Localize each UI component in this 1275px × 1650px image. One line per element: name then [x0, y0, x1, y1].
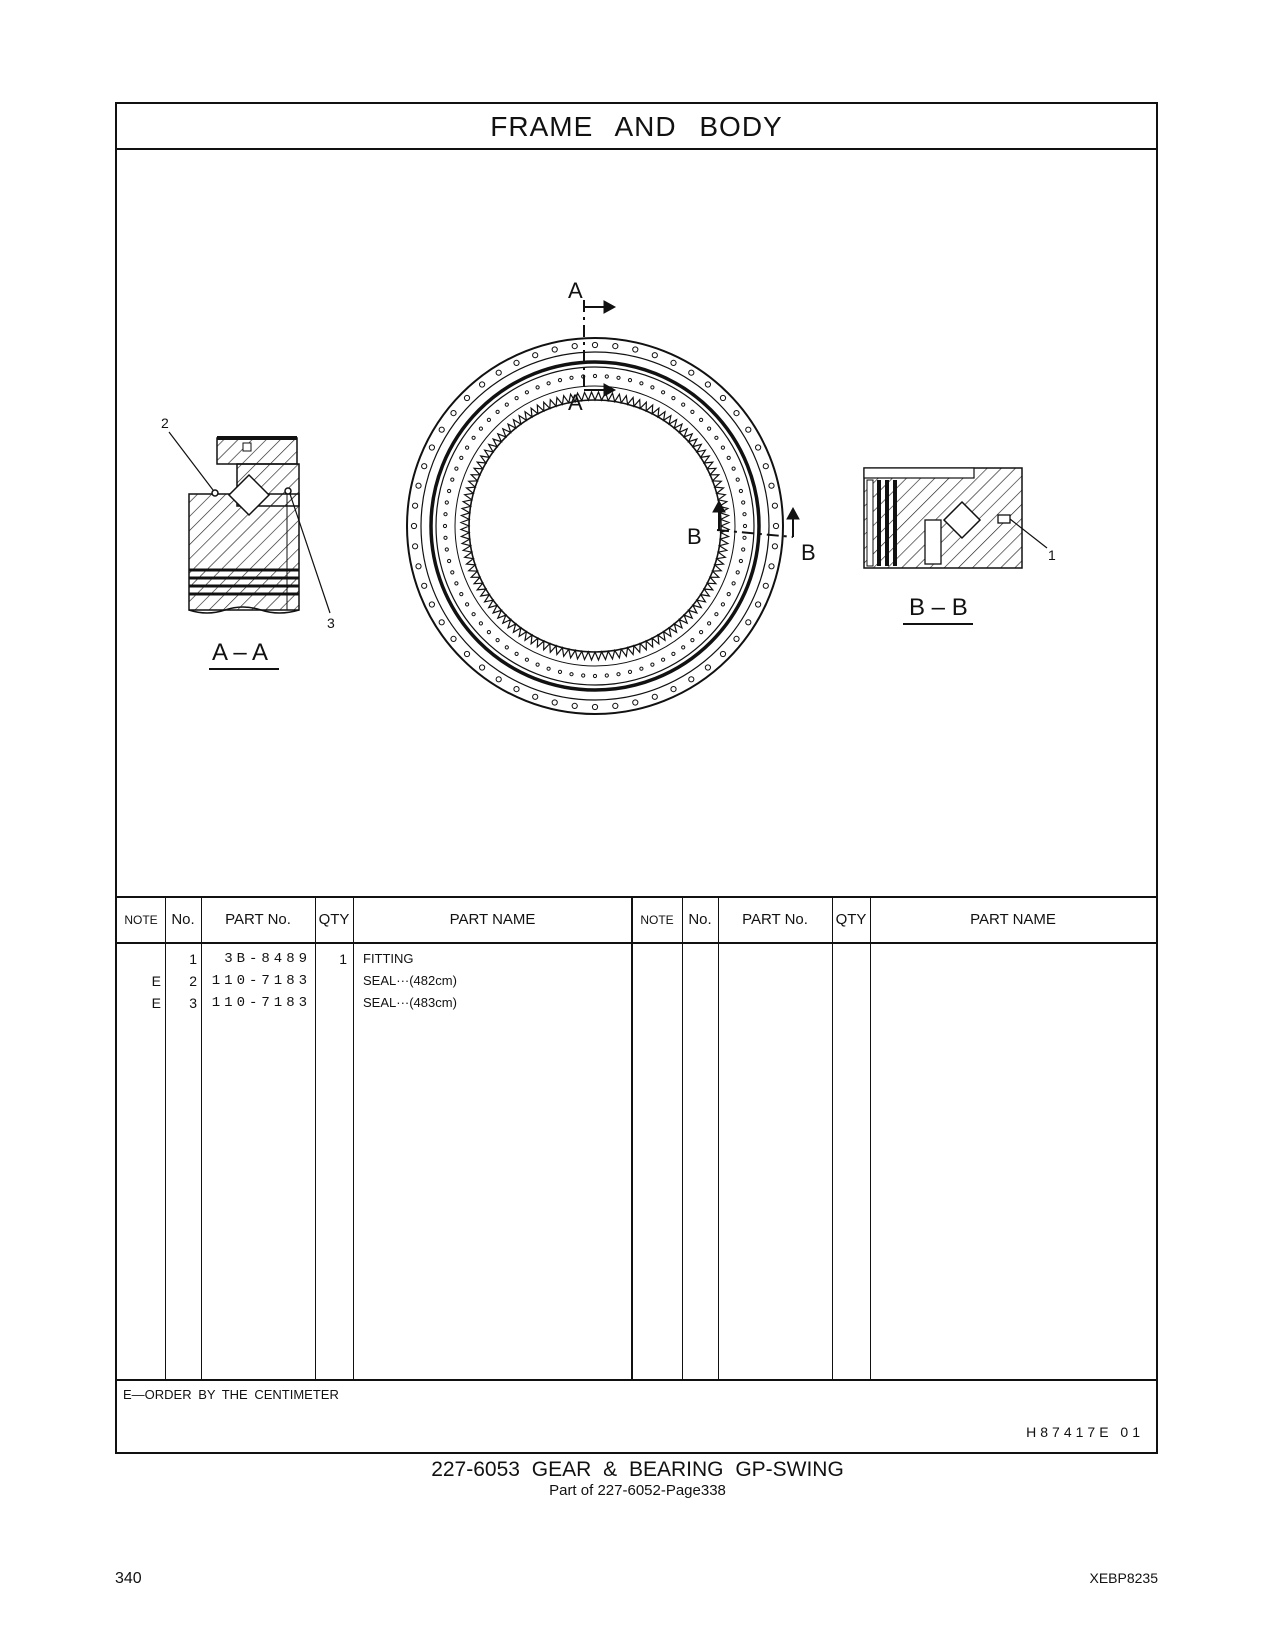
bolt-hole	[480, 382, 485, 387]
bolt-hole	[448, 489, 451, 492]
bolt-hole	[514, 360, 519, 365]
bolt-hole	[705, 382, 710, 387]
bolt-hole	[572, 703, 577, 708]
bolt-hole	[444, 536, 447, 539]
header-partno-right: PART No.	[742, 911, 808, 928]
section-view-aa	[161, 415, 335, 669]
bolt-hole	[487, 418, 490, 421]
bolt-hole	[536, 386, 539, 389]
cut-label-a-bottom: A	[568, 390, 583, 415]
page-number: 340	[115, 1570, 142, 1587]
bolt-hole	[734, 636, 739, 641]
bolt-hole	[422, 583, 427, 588]
bolt-hole	[705, 665, 710, 670]
bolt-hole	[570, 673, 573, 676]
bolt-hole	[662, 391, 665, 394]
bolt-hole	[552, 347, 557, 352]
section-bb-label: B – B	[909, 594, 968, 621]
bolt-hole	[691, 639, 694, 642]
row-1-part-no: 3B-8489	[224, 951, 311, 967]
bolt-hole	[672, 397, 675, 400]
bolt-hole	[746, 427, 751, 432]
bolt-hole	[558, 670, 561, 673]
header-partno-left: PART No.	[225, 911, 291, 928]
row-2-part-no: 110-7183	[211, 973, 311, 989]
bolt-hole	[464, 651, 469, 656]
bolt-hole	[633, 347, 638, 352]
bolt-hole	[593, 374, 596, 377]
bolt-hole	[617, 673, 620, 676]
footnote-text: E—ORDER BY THE CENTIMETER	[123, 1387, 339, 1402]
bolt-hole	[413, 544, 418, 549]
bolt-hole	[472, 613, 475, 616]
bolt-hole	[572, 344, 577, 349]
bolt-hole	[743, 536, 746, 539]
header-partname-right: PART NAME	[970, 911, 1056, 928]
bolt-hole	[514, 687, 519, 692]
parts-page-frame	[115, 102, 1158, 1454]
bolt-hole	[479, 622, 482, 625]
bolt-hole	[445, 548, 448, 551]
bolt-hole	[605, 375, 608, 378]
bolt-hole	[547, 382, 550, 385]
bolt-hole	[445, 501, 448, 504]
section-aa-label: A – A	[212, 639, 269, 666]
bolt-hole	[715, 436, 718, 439]
bolt-hole	[651, 386, 654, 389]
bolt-hole	[439, 427, 444, 432]
header-qty-left: QTY	[318, 911, 350, 928]
bolt-hole	[413, 503, 418, 508]
section-cut-a	[568, 278, 615, 415]
header-partname-left: PART NAME	[449, 911, 536, 928]
bolt-hole	[570, 376, 573, 379]
column-divider	[682, 898, 683, 1379]
bolt-hole	[772, 544, 777, 549]
bolt-hole	[466, 603, 469, 606]
header-note-left: NOTE	[124, 913, 158, 927]
bolt-hole	[727, 456, 730, 459]
bolt-hole	[480, 665, 485, 670]
page-title: FRAME AND BODY	[117, 104, 1156, 150]
row-2-qty	[315, 970, 347, 992]
callout-1: 1	[1048, 547, 1056, 563]
bolt-hole	[533, 694, 538, 699]
column-divider	[870, 898, 871, 1379]
row-3-note: E	[151, 995, 161, 1011]
bolt-hole	[472, 436, 475, 439]
bolt-hole	[448, 559, 451, 562]
gear-bearing-illustration	[117, 150, 1156, 896]
header-no-left: No.	[171, 911, 195, 928]
callout-2: 2	[161, 415, 169, 431]
bolt-hole	[515, 397, 518, 400]
bolt-hole	[533, 353, 538, 358]
column-divider-center	[631, 898, 633, 1379]
bolt-hole	[715, 613, 718, 616]
bolt-hole	[429, 445, 434, 450]
bolt-hole	[689, 677, 694, 682]
bolt-hole	[464, 395, 469, 400]
row-3-part-no: 110-7183	[211, 995, 311, 1011]
row-1-note	[117, 948, 161, 970]
bolt-hole	[652, 353, 657, 358]
bolt-hole	[720, 651, 725, 656]
bolt-hole	[772, 503, 777, 508]
bolt-hole	[708, 622, 711, 625]
bolt-hole	[756, 445, 761, 450]
bolt-hole	[429, 602, 434, 607]
bolt-hole	[743, 524, 746, 527]
bolt-hole	[496, 677, 501, 682]
parts-list-table	[117, 896, 1156, 1379]
row-3-qty	[315, 992, 347, 1014]
bolt-hole	[496, 370, 501, 375]
bolt-hole	[460, 593, 463, 596]
bolt-hole	[734, 411, 739, 416]
bolt-hole	[691, 410, 694, 413]
bolt-hole	[479, 427, 482, 430]
bolt-hole	[439, 620, 444, 625]
bolt-hole	[763, 464, 768, 469]
bolt-hole	[525, 658, 528, 661]
bolt-hole	[411, 523, 416, 528]
bolt-hole	[672, 652, 675, 655]
bolt-hole	[640, 382, 643, 385]
bolt-hole	[727, 593, 730, 596]
bolt-hole	[742, 501, 745, 504]
row-2-note: E	[151, 973, 161, 989]
bolt-hole	[582, 674, 585, 677]
bolt-hole	[742, 548, 745, 551]
bolt-hole	[732, 467, 735, 470]
bolt-hole	[613, 703, 618, 708]
row-3-no: 3	[189, 995, 197, 1011]
bolt-hole	[558, 379, 561, 382]
bolt-hole	[443, 524, 446, 527]
group-subcaption: Part of 227-6052-Page338	[549, 1482, 726, 1499]
bolt-hole	[682, 646, 685, 649]
row-1-qty: 1	[339, 951, 347, 967]
group-caption: 227-6053 GEAR & BEARING GP-SWING	[431, 1458, 844, 1481]
bolt-hole	[682, 403, 685, 406]
bolt-hole	[416, 483, 421, 488]
header-qty-right: QTY	[835, 911, 867, 928]
bolt-hole	[628, 379, 631, 382]
bolt-hole	[592, 704, 597, 709]
bolt-hole	[536, 663, 539, 666]
bolt-hole	[444, 513, 447, 516]
bolt-hole	[671, 687, 676, 692]
bolt-hole	[743, 513, 746, 516]
row-2-part-name: SEAL···(482cm)	[363, 973, 457, 988]
bolt-hole	[416, 564, 421, 569]
column-divider	[718, 898, 719, 1379]
bolt-hole	[451, 478, 454, 481]
illustration-reference: H87417E 01	[1026, 1424, 1144, 1440]
bolt-hole	[552, 700, 557, 705]
bolt-hole	[739, 489, 742, 492]
bolt-hole	[613, 344, 618, 349]
bolt-hole	[605, 674, 608, 677]
bolt-hole	[736, 478, 739, 481]
bolt-hole	[700, 418, 703, 421]
row-1-part-name: FITTING	[363, 951, 414, 966]
cut-label-b-left: B	[687, 524, 702, 549]
bolt-hole	[763, 583, 768, 588]
cut-label-b-right: B	[801, 540, 816, 565]
bolt-hole	[451, 411, 456, 416]
bolt-hole	[505, 646, 508, 649]
bolt-hole	[466, 446, 469, 449]
bolt-hole	[662, 658, 665, 661]
bolt-hole	[617, 376, 620, 379]
bolt-hole	[720, 395, 725, 400]
row-2-no: 2	[189, 973, 197, 989]
bolt-hole	[652, 694, 657, 699]
bolt-hole	[460, 456, 463, 459]
exploded-view-drawing	[117, 150, 1156, 896]
section-view-bb	[864, 468, 1056, 624]
bolt-hole	[640, 667, 643, 670]
bolt-hole	[505, 403, 508, 406]
bolt-hole	[496, 410, 499, 413]
bolt-hole	[496, 639, 499, 642]
header-divider	[117, 942, 1156, 944]
bolt-hole	[515, 652, 518, 655]
swing-bearing-ring	[407, 338, 783, 714]
bolt-hole	[746, 620, 751, 625]
header-note-right: NOTE	[640, 913, 674, 927]
bolt-hole	[721, 446, 724, 449]
bolt-hole	[487, 631, 490, 634]
column-divider	[353, 898, 354, 1379]
row-3-part-name: SEAL···(483cm)	[363, 995, 457, 1010]
bolt-hole	[455, 467, 458, 470]
header-no-right: No.	[688, 911, 712, 928]
bolt-hole	[736, 571, 739, 574]
bolt-hole	[651, 663, 654, 666]
bolt-hole	[455, 582, 458, 585]
bolt-hole	[593, 674, 596, 677]
bolt-hole	[451, 571, 454, 574]
bolt-hole	[732, 582, 735, 585]
bolt-hole	[671, 360, 676, 365]
bolt-hole	[547, 667, 550, 670]
document-code: XEBP8235	[1089, 1570, 1158, 1586]
bolt-hole	[451, 636, 456, 641]
callout-3: 3	[327, 615, 335, 631]
bolt-hole	[721, 603, 724, 606]
bolt-hole	[769, 483, 774, 488]
column-divider	[832, 898, 833, 1379]
bolt-hole	[422, 464, 427, 469]
bolt-hole	[769, 564, 774, 569]
bolt-hole	[756, 602, 761, 607]
bolt-hole	[628, 670, 631, 673]
bolt-hole	[708, 427, 711, 430]
bolt-hole	[689, 370, 694, 375]
bolt-hole	[592, 342, 597, 347]
bolt-hole	[739, 559, 742, 562]
bolt-hole	[525, 391, 528, 394]
footnote-box	[117, 1379, 1156, 1452]
bolt-hole	[700, 631, 703, 634]
bolt-hole	[633, 700, 638, 705]
bolt-hole	[773, 523, 778, 528]
cut-label-a-top: A	[568, 278, 583, 303]
row-1-no: 1	[189, 951, 197, 967]
